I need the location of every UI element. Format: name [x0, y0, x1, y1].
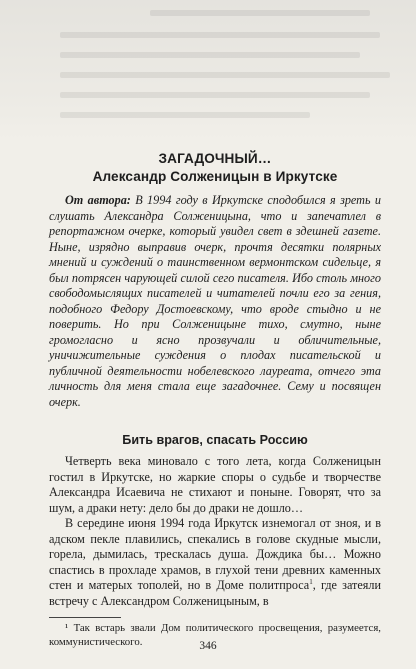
footnote-rule [49, 617, 121, 618]
author-preface [49, 193, 381, 410]
chapter-title [49, 150, 381, 186]
page-content [49, 150, 381, 649]
page-number: 346 [199, 640, 217, 652]
chapter-title-line2: Александр Солженицын в Иркутске [92, 169, 338, 184]
show-through-text [0, 0, 416, 140]
footnote-marker[interactable]: 1 [309, 577, 313, 586]
author-label: От автора: [65, 193, 131, 207]
body-paragraph-2-cont: , где затеяли встречу с Александром Солженицыным, в [49, 578, 381, 608]
body-paragraph-2-text: В середине июня 1994 года Иркутск изнемогал от зноя, и в адском пекле плавились, спекались в голове скудные мысли, горела, дымилась, трескалась душа. Дождика бы… Можно спастись в прохладе храмов, в глухой тени древних каменных стен и матерых тополей, но в Доме политпроса [49, 516, 381, 592]
section-title: Бить врагов, спасать Россию [122, 433, 308, 447]
body-paragraph-2 [49, 516, 381, 609]
body-paragraph-1: Четверть века миновало с того лета, когда Солженицын гостил в Иркутске, но жаркие споры о судьбе и творчестве Александра Исаевича не стихают и поныне. Говорят, что за шум, а драки нету: дело бы до драки не дошло… [49, 454, 381, 515]
chapter-title-line1: ЗАГАДОЧНЫЙ… [158, 151, 272, 166]
footnote: ¹ Так встарь звали Дом политического просвещения, разумеется, коммунистического. [49, 622, 381, 648]
author-preface-text: В 1994 году в Иркутске сподобился я зреть и слушать Александра Солженицына, что и запечатлел в репортажном очерке, который увидел свет в здешней газете. Ныне, изрядно выправив очерк, прочтя десятки полярных мнений и суждений о таинственном вермонтском сидельце, я был потрясен чарующей силой сего писателя. Ибо столь много свободомыслящих писателей и читателей почли его за гения, подобного Федору Достоевскому, что вроде стыдно и не поверить. Но при Солженицыне тихо, смутно, ныне громогласно и ясно прозвучали и обличительные, уничижительные суждения о плодах писательской и публичной деятельности нобелевского лауреата, отчего эта личность для меня стала еще загадочнее. Сему и посвящен очерк. [49, 193, 381, 409]
